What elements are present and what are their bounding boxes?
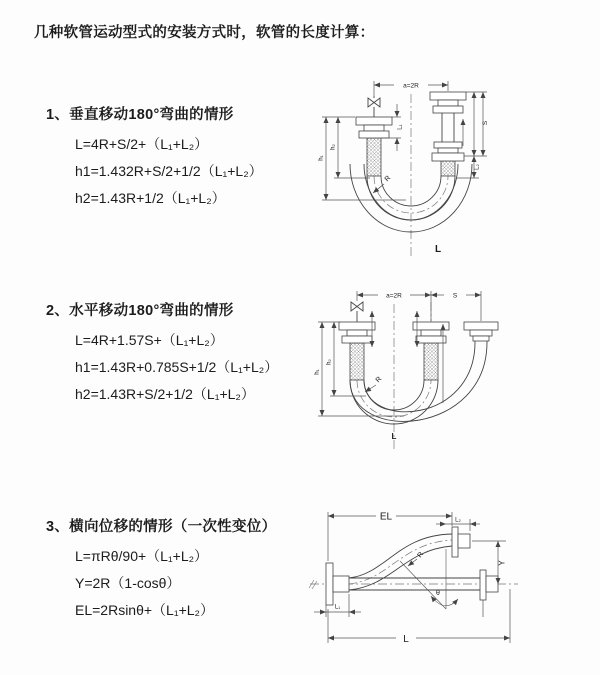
dim-label-h1: h₁ <box>318 155 325 161</box>
formula-line: EL=2Rsinθ+（L₁+L₂） <box>75 602 214 618</box>
radius-label: R <box>374 375 384 385</box>
formula-line: h2=1.43R+S/2+1/2（L₁+L₂） <box>75 386 255 402</box>
dim-label-a2r: a=2R <box>403 82 419 90</box>
valve-icon <box>368 96 380 117</box>
construction-lines <box>400 549 458 609</box>
dim-label-h2: h₂ <box>330 144 337 150</box>
dim-label-el: EL <box>379 511 393 523</box>
dim-label-l1: L₁ <box>397 124 404 130</box>
section-horizontal-180 <box>46 299 278 408</box>
page-title: 几种软管运动型式的安装方式时，软管的长度计算： <box>34 25 375 41</box>
diagram-lateral-displacement <box>296 497 564 661</box>
dim-label-y: Y <box>497 560 507 566</box>
hose-arcs <box>350 341 487 424</box>
section-lateral-displacement <box>46 515 276 624</box>
radius-label: R <box>416 550 426 560</box>
section-heading: 1、垂直移动180°弯曲的情形 <box>46 107 234 123</box>
valve-icon <box>351 302 363 322</box>
dim-label-h2: h₂ <box>326 359 333 365</box>
dim-label-a2r: a=2R <box>386 292 402 300</box>
angle-label: θ <box>436 590 440 597</box>
formula-line: h1=1.43R+0.785S+1/2（L₁+L₂） <box>75 359 279 375</box>
dim-label-l2: L₂ <box>455 517 461 524</box>
dim-label-s: S <box>482 120 489 126</box>
formula-line: h1=1.432R+S/2+1/2（L₁+L₂） <box>75 163 263 179</box>
formula-line: L=πRθ/90+（L₁+L₂） <box>75 548 209 564</box>
length-label: L <box>391 432 397 441</box>
dim-label-s: S <box>452 292 458 300</box>
dim-label-h1: h₁ <box>314 369 321 375</box>
flange-fittings <box>326 527 498 605</box>
dimension-lines <box>318 291 481 416</box>
formula-line: h2=1.43R+1/2（L₁+L₂） <box>75 190 226 206</box>
formula-line: L=4R+S/2+（L₁+L₂） <box>75 136 209 152</box>
dim-label-l1: L₁ <box>334 604 341 611</box>
section-vertical-180 <box>46 103 263 212</box>
length-label: L <box>403 634 409 645</box>
diagram-vertical-180-bend <box>308 66 534 262</box>
dim-label-l2: L₂ <box>474 164 481 170</box>
radius-label: R <box>383 174 393 184</box>
flange-fittings <box>339 322 498 343</box>
section-heading: 3、横向位移的情形（一次性变位） <box>46 519 277 535</box>
formula-line: L=4R+1.57S+（L₁+L₂） <box>75 332 224 348</box>
formula-line: Y=2R（1-cosθ） <box>75 575 181 591</box>
diagram-horizontal-180-bend <box>306 278 542 474</box>
section-heading: 2、水平移动180°弯曲的情形 <box>46 303 234 319</box>
length-label: L <box>434 244 442 255</box>
